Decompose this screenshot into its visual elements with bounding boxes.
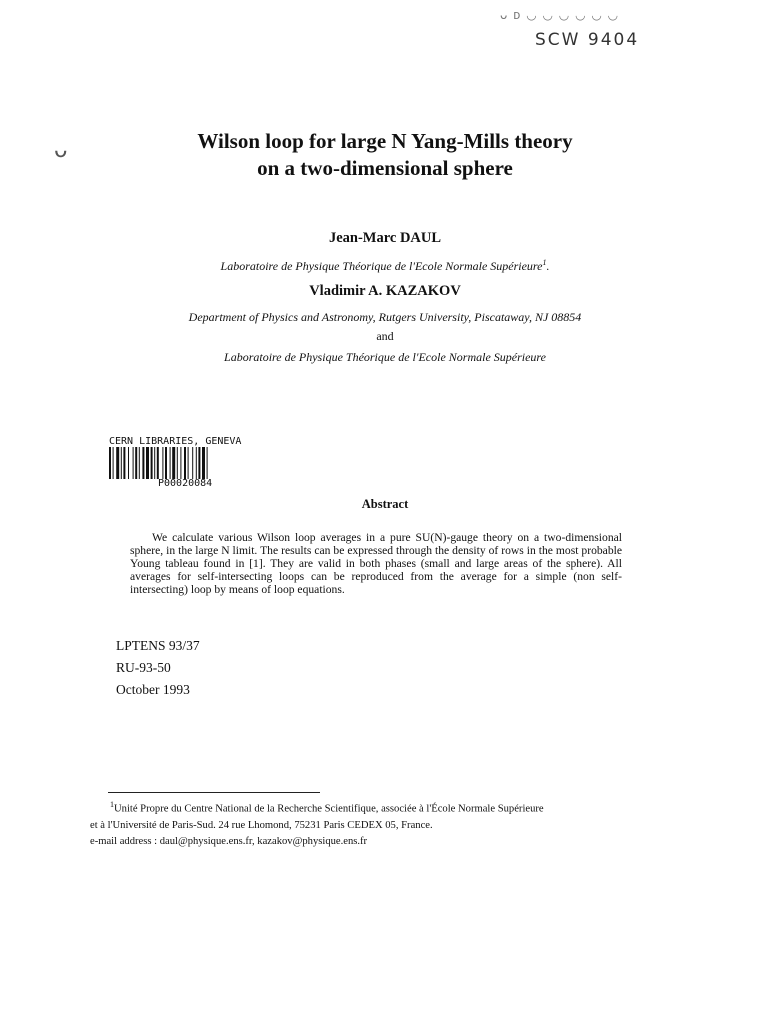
- footnote-line-1-text: Unité Propre du Centre National de la Recherche Scientifique, associée à l'École Normale Supérieure: [114, 803, 544, 815]
- abstract-heading: Abstract: [361, 497, 409, 511]
- author-name-2: Vladimir A. KAZAKOV: [309, 283, 461, 299]
- affiliation-1-period: .: [546, 259, 550, 273]
- handwritten-code: SCW 9404: [535, 30, 640, 50]
- and-connector: and: [376, 329, 394, 343]
- affiliation-2: Department of Physics and Astronomy, Rutgers University, Piscataway, NJ 08854: [188, 310, 582, 324]
- handwritten-margin-mark: ᴗ: [54, 138, 69, 163]
- report-block: [116, 635, 200, 701]
- report-date: October 1993: [116, 682, 190, 697]
- footnote-line-2: et à l'Université de Paris-Sud. 24 rue Lhomond, 75231 Paris CEDEX 05, France.: [90, 819, 433, 831]
- affiliation-3: Laboratoire de Physique Théorique de l'Ecole Normale Supérieure: [224, 350, 546, 364]
- report-ru-number: RU-93-50: [116, 660, 171, 675]
- footnote-email: e-mail address : daul@physique.ens.fr, kazakov@physique.ens.fr: [90, 835, 368, 847]
- affiliation-1-text: Laboratoire de Physique Théorique de l'Ecole Normale Supérieure: [220, 259, 543, 273]
- abstract-body: [130, 531, 622, 596]
- affiliation-1: [0, 258, 770, 274]
- footnote-line-mark: 1: [110, 800, 114, 809]
- barcode: [109, 447, 265, 479]
- paper-title-line2: on a two-dimensional sphere: [257, 156, 513, 180]
- handwritten-top-marks: ᴗ ᴅ ◡ ◡ ◡ ◡ ◡ ◡: [500, 8, 620, 22]
- footnote-rule: [108, 792, 320, 793]
- paper-title-line1: Wilson loop for large N Yang-Mills theory: [197, 129, 573, 153]
- footnote: [90, 797, 670, 850]
- library-label: CERN LIBRARIES, GENEVA: [109, 436, 242, 447]
- library-barcode-number: P00020084: [158, 478, 213, 489]
- footnote-mark: 1: [542, 258, 547, 267]
- report-number: LPTENS 93/37: [116, 638, 200, 653]
- author-name-1: Jean-Marc DAUL: [328, 230, 442, 246]
- footnote-line-1: [90, 797, 670, 818]
- abstract-text: We calculate various Wilson loop averages in a pure SU(N)-gauge theory on a two-dimensional sphere, in the large N limit. The results can be expressed through the density of rows in the most probable Young tableau found in [1]. They are valid in both phases (small and large areas of the sphere). All averages for self-intersecting loops can be reproduced from the average for a simple (non self-intersecting) loop by means of loop equations.: [130, 531, 622, 596]
